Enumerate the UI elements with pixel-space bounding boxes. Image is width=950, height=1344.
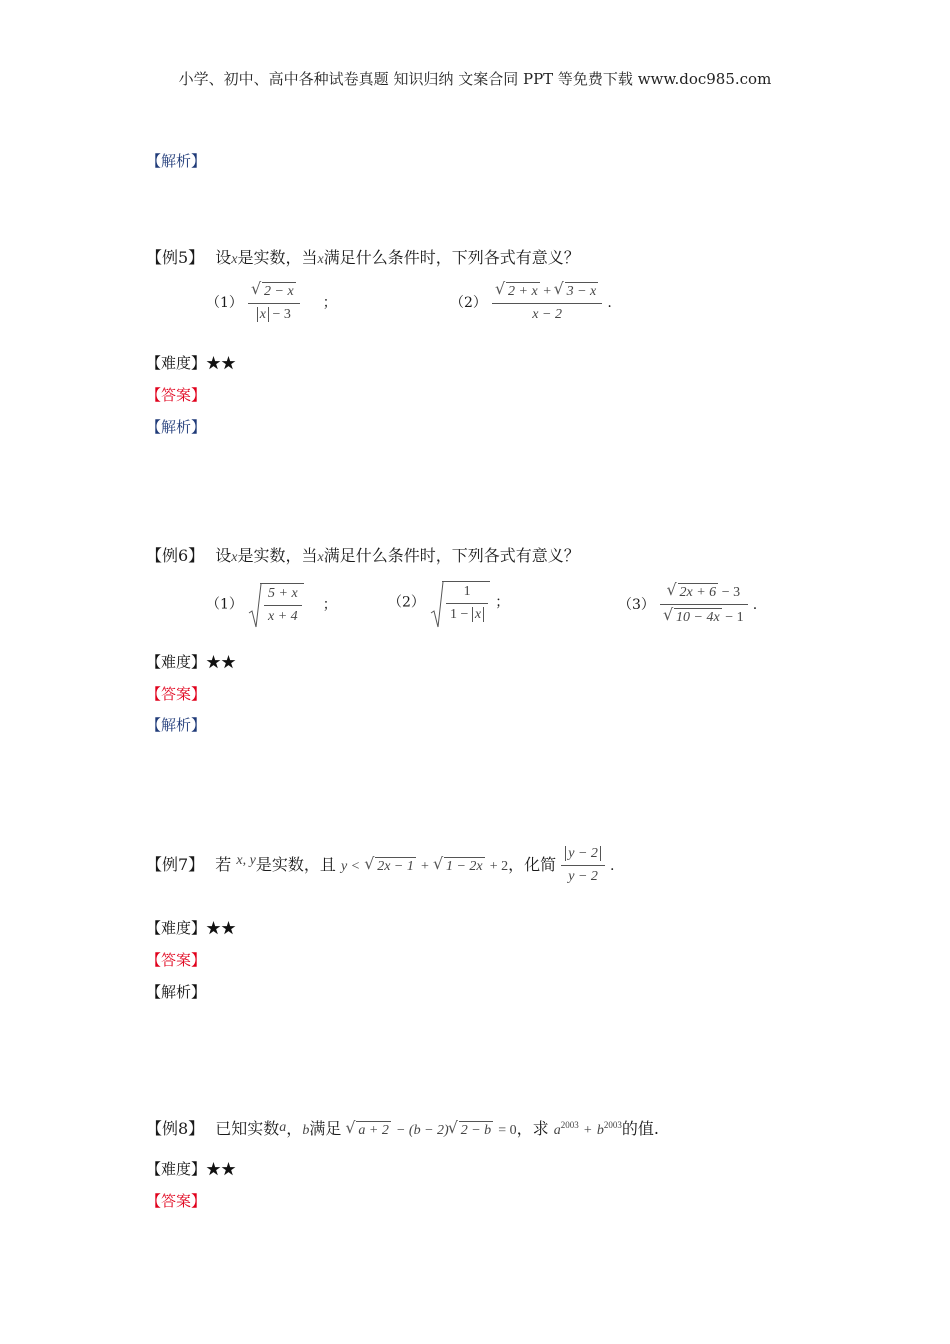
math-variable: b [302, 1123, 310, 1138]
math-variable: a [553, 1123, 561, 1138]
sqrt-expression [555, 282, 599, 300]
part-number: （2） [450, 295, 487, 311]
sqrt-expression [664, 608, 722, 626]
denominator-rest: − 3 [272, 307, 291, 322]
part-number: （1） [206, 596, 243, 613]
denominator: x + 4 [268, 609, 298, 624]
question-text: 已知实数 [215, 1119, 280, 1138]
answer-label: 【答案】 [146, 685, 207, 703]
example-6-part-3 [618, 583, 757, 626]
radicand: 10 − 4x [676, 610, 720, 625]
period: . [607, 295, 612, 311]
difficulty-text: 【难度】 [146, 653, 207, 671]
fraction [264, 586, 302, 625]
numerator: 1 [446, 584, 488, 604]
abs-value: x [472, 607, 484, 622]
example-8-question [146, 1116, 659, 1139]
question-text: ，求 [516, 1119, 549, 1138]
question-text: 设 [215, 248, 232, 267]
difficulty-label [146, 1158, 236, 1179]
operator: + [420, 859, 429, 874]
difficulty-text: 【难度】 [146, 1160, 207, 1178]
denominator: y − 2 [568, 869, 598, 884]
fraction [248, 282, 300, 323]
radicand: 2 + x [508, 284, 538, 299]
operator: + [543, 284, 552, 299]
sqrt-expression [365, 857, 416, 875]
analysis-label: 【解析】 [146, 152, 207, 170]
question-text: 满足什么条件时，下列各式有意义？ [323, 546, 580, 565]
difficulty-label [146, 651, 236, 672]
difficulty-text: 【难度】 [146, 919, 207, 937]
math-variable: x [317, 252, 324, 267]
radicand: 2x − 1 [377, 859, 414, 874]
question-text: 满足什么条件时，下列各式有意义？ [323, 248, 580, 267]
radicand: 2x + 6 [679, 585, 717, 600]
fraction [561, 846, 605, 885]
answer-label: 【答案】 [146, 386, 207, 404]
sqrt-expression [449, 1121, 493, 1139]
difficulty-text: 【难度】 [146, 354, 207, 372]
radicand: 1 − 2x [445, 859, 483, 874]
difficulty-label [146, 917, 236, 938]
question-text: ，化简 [508, 855, 557, 874]
radicand: a + 2 [358, 1123, 389, 1138]
part-number: （1） [206, 295, 243, 311]
analysis-label: 【解析】 [146, 418, 207, 436]
math-variable: x [231, 252, 238, 267]
difficulty-stars: ★★ [206, 354, 237, 372]
inequality-lhs: y < [340, 859, 361, 874]
equation-rhs: = 0 [498, 1123, 517, 1138]
denominator: x − 2 [532, 307, 562, 322]
abs-value: y − 2 [565, 846, 601, 861]
example-6-part-2 [388, 581, 509, 623]
part-number: （3） [618, 597, 655, 613]
exponent: 2003 [560, 1120, 579, 1130]
period: . [610, 858, 615, 874]
difficulty-stars: ★★ [206, 653, 237, 671]
answer-label: 【答案】 [146, 951, 207, 969]
question-text: 若 [215, 855, 232, 874]
question-text: 设 [215, 546, 232, 565]
question-text: 是实数，且 [255, 855, 336, 874]
example-5-part-2 [450, 282, 612, 323]
example-7-question [146, 846, 614, 885]
fraction [446, 584, 488, 623]
example-5-question [146, 245, 580, 268]
period: . [752, 597, 758, 613]
sqrt-expression [346, 1121, 390, 1139]
math-variables: x, y [236, 853, 256, 868]
math-variable: b [596, 1123, 604, 1138]
math-variable: a [279, 1120, 287, 1135]
sqrt-expression [248, 583, 304, 625]
operator: + [583, 1123, 592, 1138]
question-text: 的值. [621, 1119, 659, 1138]
sqrt-expression [496, 282, 540, 300]
math-variable: x [317, 550, 324, 565]
sqrt-expression [252, 282, 296, 300]
separator: ； [322, 596, 337, 613]
part-number: （2） [388, 594, 425, 611]
question-text: 是实数，当 [237, 546, 318, 565]
numerator-rest: − 3 [721, 585, 741, 600]
example-5-tag: 【例5】 [146, 248, 205, 267]
radicand: 2 − b [460, 1123, 492, 1138]
difficulty-label [146, 352, 236, 373]
analysis-label: 【解析】 [146, 983, 207, 1001]
difficulty-stars: ★★ [206, 1160, 237, 1178]
example-5-part-1 [206, 282, 337, 323]
analysis-label: 【解析】 [146, 716, 207, 734]
operator: + 2 [489, 859, 509, 874]
sqrt-expression [430, 581, 490, 623]
numerator: 5 + x [264, 586, 302, 606]
sqrt-expression [434, 857, 485, 875]
radicand: 2 − x [264, 284, 294, 299]
abs-value: x [257, 307, 269, 322]
difficulty-stars: ★★ [206, 919, 237, 937]
separator: ； [495, 594, 510, 611]
example-6-part-1 [206, 583, 337, 625]
question-text: 是实数，当 [237, 248, 318, 267]
example-6-tag: 【例6】 [146, 546, 205, 565]
denominator-rest: − 1 [725, 610, 744, 625]
fraction [492, 282, 602, 323]
answer-label: 【答案】 [146, 1192, 207, 1210]
fraction [660, 583, 748, 626]
sqrt-expression [668, 583, 719, 601]
separator: ； [322, 295, 337, 311]
exponent: 2003 [603, 1120, 622, 1130]
example-7-tag: 【例7】 [146, 855, 205, 874]
question-text: 满足 [309, 1119, 342, 1138]
punctuation: ， [286, 1119, 303, 1138]
example-6-question [146, 543, 580, 566]
denominator-prefix: 1 − [450, 607, 472, 622]
radicand: 3 − x [566, 284, 597, 299]
example-8-tag: 【例8】 [146, 1119, 205, 1138]
math-variable: x [231, 550, 238, 565]
page-header: 小学、初中、高中各种试卷真题 知识归纳 文案合同 PPT 等免费下载 www.doc985.com [178, 70, 772, 88]
math-expression: − (b − 2) [395, 1123, 449, 1138]
